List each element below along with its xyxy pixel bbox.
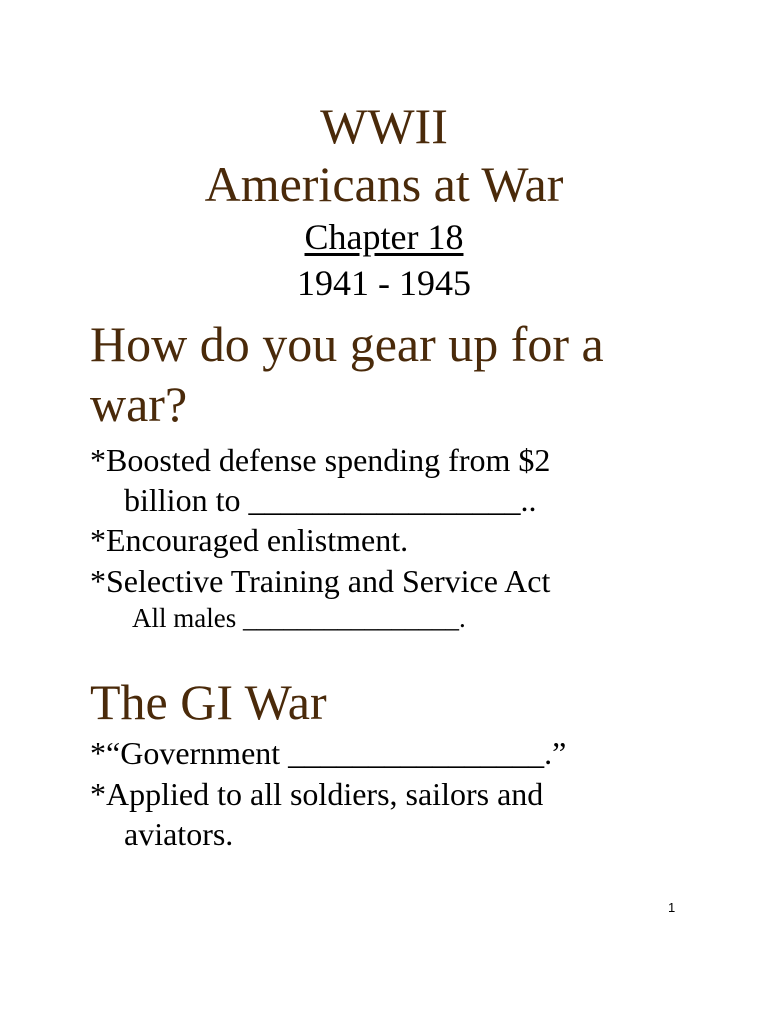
years-label: 1941 - 1945 (297, 263, 471, 303)
page-number: 1 (668, 900, 676, 915)
bullet-selective-training: *Selective Training and Service Act (90, 563, 551, 599)
section1-heading: How do you gear up for a war? (90, 316, 604, 432)
sub-bullet-all-males: All males ________________. (132, 603, 466, 633)
bullet-enlistment: *Encouraged enlistment. (90, 522, 409, 558)
title-wwii: WWII (320, 98, 448, 154)
chapter-label: Chapter 18 (304, 217, 464, 257)
bullet-defense-spending: *Boosted defense spending from $2 (90, 442, 551, 478)
bullet-defense-spending-cont: billion to _________________.. (124, 482, 537, 518)
bullet-government: *“Government ________________.” (90, 735, 567, 771)
bullet-applied-to-all: *Applied to all soldiers, sailors and (90, 776, 544, 812)
title-block (0, 98, 768, 306)
bullet-applied-to-all-cont: aviators. (124, 816, 234, 852)
title-americans-at-war: Americans at War (204, 156, 564, 212)
section2-heading: The GI War (90, 674, 327, 730)
